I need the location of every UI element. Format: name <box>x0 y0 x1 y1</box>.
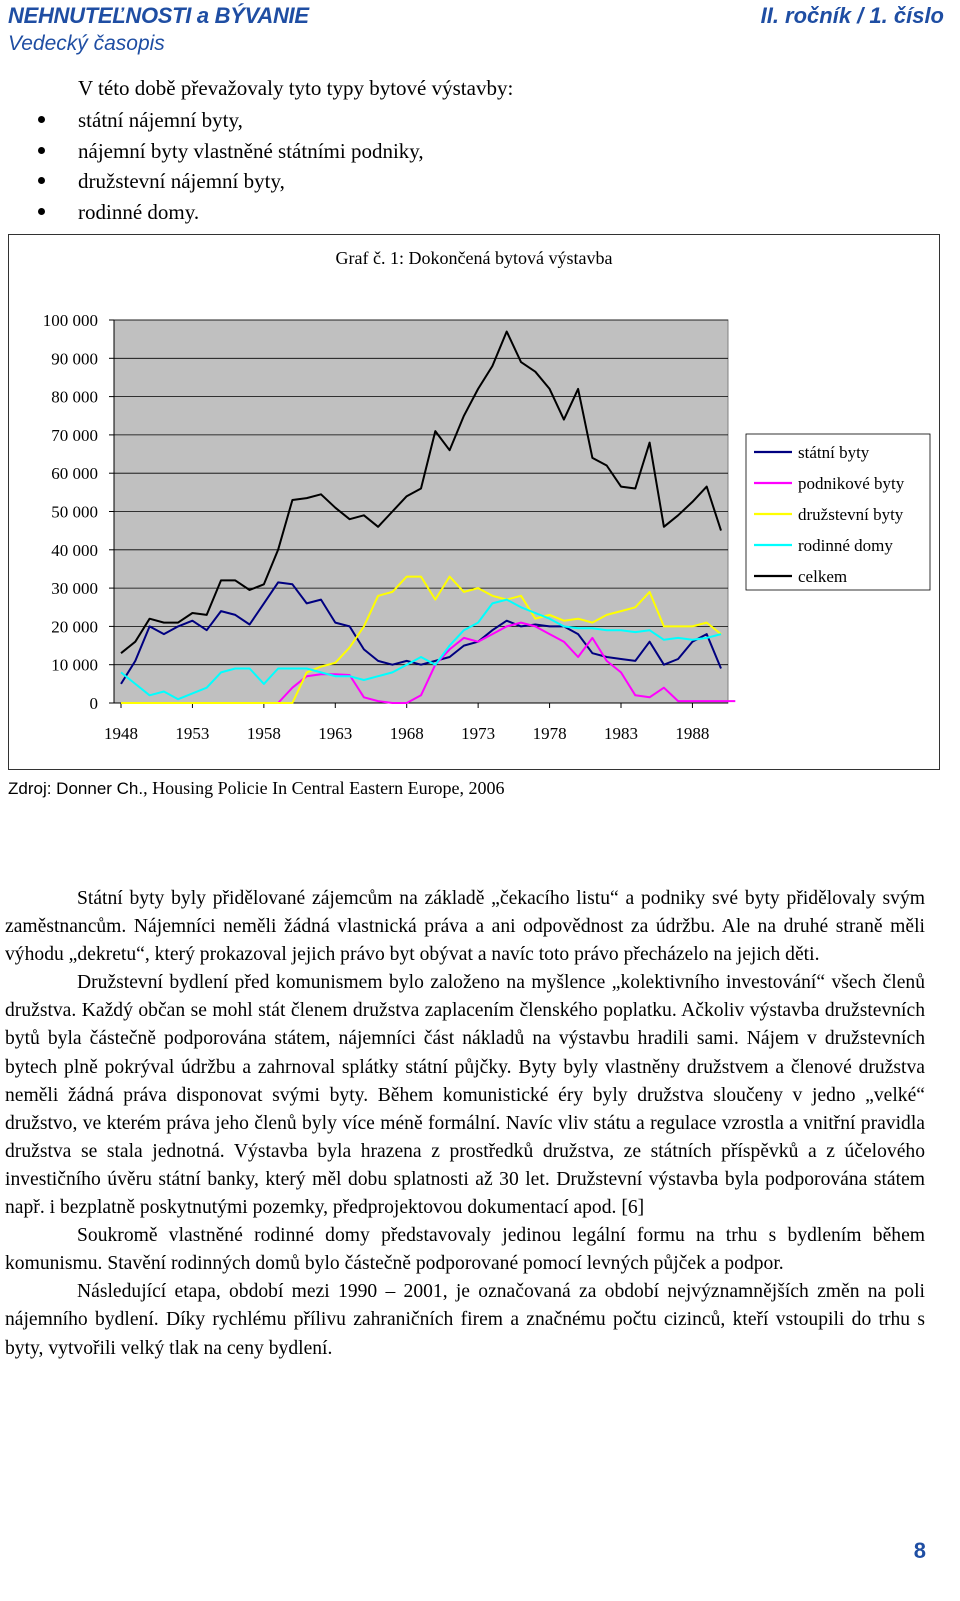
page-number: 8 <box>913 1538 926 1563</box>
y-tick-label: 0 <box>89 694 98 713</box>
y-tick-label: 20 000 <box>51 617 98 637</box>
y-tick-label: 90 000 <box>51 349 98 369</box>
source-title: , Housing Policie In Central Eastern Europe, 2006 <box>143 778 505 798</box>
y-tick-label: 30 000 <box>51 579 98 599</box>
y-tick-label: 60 000 <box>51 464 98 484</box>
paragraph: Soukromě vlastněné rodinné domy představovaly jedinou legální formu na trhu s bydlením během komunismu. Stavění rodinných domů bylo částečně podporované pomocí levných půjček a podpor. <box>5 1225 925 1275</box>
paragraph: Družstevní bydlení před komunismem bylo založeno na myšlence „kolektivního investování“ všech členů družstva. Každý občan se mohl stát členem družstva zaplacením členského poplatku. Ačkoliv výstavba družstevních bytů byla částečně podporována státem, nájemníci část nákladů na výstavbu hradili sami. Nájem v družstevních bytech plně pokrýval údržbu a zahrnoval splátky státní půjčky. Byty byly vlastněny družstvem a členové družstva neměli žádná práva disponovat svými byty. Během komunistické éry byly družstva sloučeny v jedno „velké“ družstvo, ve kterém práva jeho členů byly více méně formální. Navíc vliv státu a regulace vzrostla a vnitřní pravidla družstva se stala jednotná. Výstavba byla hrazena z prostředků družstva, ze státních příspěvků a z účelového investičního úvěru státní banky, který měl dobu splatnosti až 30 let. Družstevní výstavba byla podporována státem např. i bezplatně poskytnutými pozemky, předprojektovou dokumentací apod. [6] <box>5 972 925 1219</box>
x-tick-label: 1983 <box>604 724 638 743</box>
journal-subtitle: Vedecký časopis <box>8 32 165 55</box>
bullet-icon <box>38 147 45 154</box>
intro-text: V této době převažovaly tyto typy bytové výstavby: <box>78 76 514 100</box>
y-tick-label: 70 000 <box>51 425 98 445</box>
list-item <box>0 105 424 136</box>
x-tick-label: 1988 <box>675 724 710 743</box>
x-tick-label: 1953 <box>175 724 210 743</box>
bullet-icon <box>38 208 45 215</box>
y-tick-label: 40 000 <box>51 540 98 560</box>
journal-title: NEHNUTEĽNOSTI a BÝVANIE <box>8 3 309 28</box>
housing-construction-chart <box>8 234 940 770</box>
list-item-text: rodinné domy. <box>78 199 200 224</box>
y-tick-label: 100 000 <box>42 311 98 330</box>
x-tick-label: 1963 <box>318 724 353 743</box>
y-tick-label: 50 000 <box>51 502 98 522</box>
x-tick-label: 1978 <box>532 724 567 743</box>
list-item-text: družstevní nájemní byty, <box>78 169 285 193</box>
list-item-text: státní nájemní byty, <box>78 108 243 132</box>
x-tick-label: 1958 <box>246 724 281 743</box>
legend-label: podnikové byty <box>798 474 905 493</box>
housing-types-list <box>0 105 424 227</box>
x-tick-label: 1968 <box>389 724 424 743</box>
legend-label: rodinné domy <box>798 536 893 555</box>
y-tick-label: 80 000 <box>51 387 98 407</box>
list-item-text: nájemní byty vlastněné státními podniky, <box>78 138 424 163</box>
paragraph: Státní byty byly přidělované zájemcům na základě „čekacího listu“ a podniky své byty přidělovaly svým zaměstnancům. Nájemníci neměli žádná vlastnická práva a ani odpovědnost za údržbu. Ale na druhé straně měli výhodu „dekretu“, který prokazoval jejich právo byt obývat a navíc toto právo přecházelo na jejich děti. <box>5 888 925 966</box>
issue-label: II. ročník / 1. číslo <box>760 3 944 28</box>
list-item <box>0 166 424 197</box>
list-item <box>0 197 424 228</box>
legend-label: celkem <box>798 567 848 586</box>
article-body <box>5 885 925 1363</box>
legend-label: státní byty <box>798 443 870 462</box>
bullet-icon <box>38 177 45 184</box>
y-tick-label: 10 000 <box>51 655 98 675</box>
bullet-icon <box>38 116 45 123</box>
x-tick-label: 1973 <box>461 724 496 743</box>
chart-source <box>8 778 505 799</box>
source-author: Zdroj: Donner Ch. <box>8 779 144 798</box>
list-item <box>0 136 424 167</box>
x-tick-label: 1948 <box>104 724 138 743</box>
legend-label: družstevní byty <box>798 505 904 524</box>
chart-title: Graf č. 1: Dokončená bytová výstavba <box>335 248 613 268</box>
paragraph: Následující etapa, období mezi 1990 – 2001, je označovaná za období nejvýznamnějších změn na poli nájemního bydlení. Díky rychlému přílivu zahraničních firem a značnému počtu cizinců, kteří vstoupili do trhu s byty, vytvořili velký tlak na ceny bydlení. <box>5 1281 925 1359</box>
